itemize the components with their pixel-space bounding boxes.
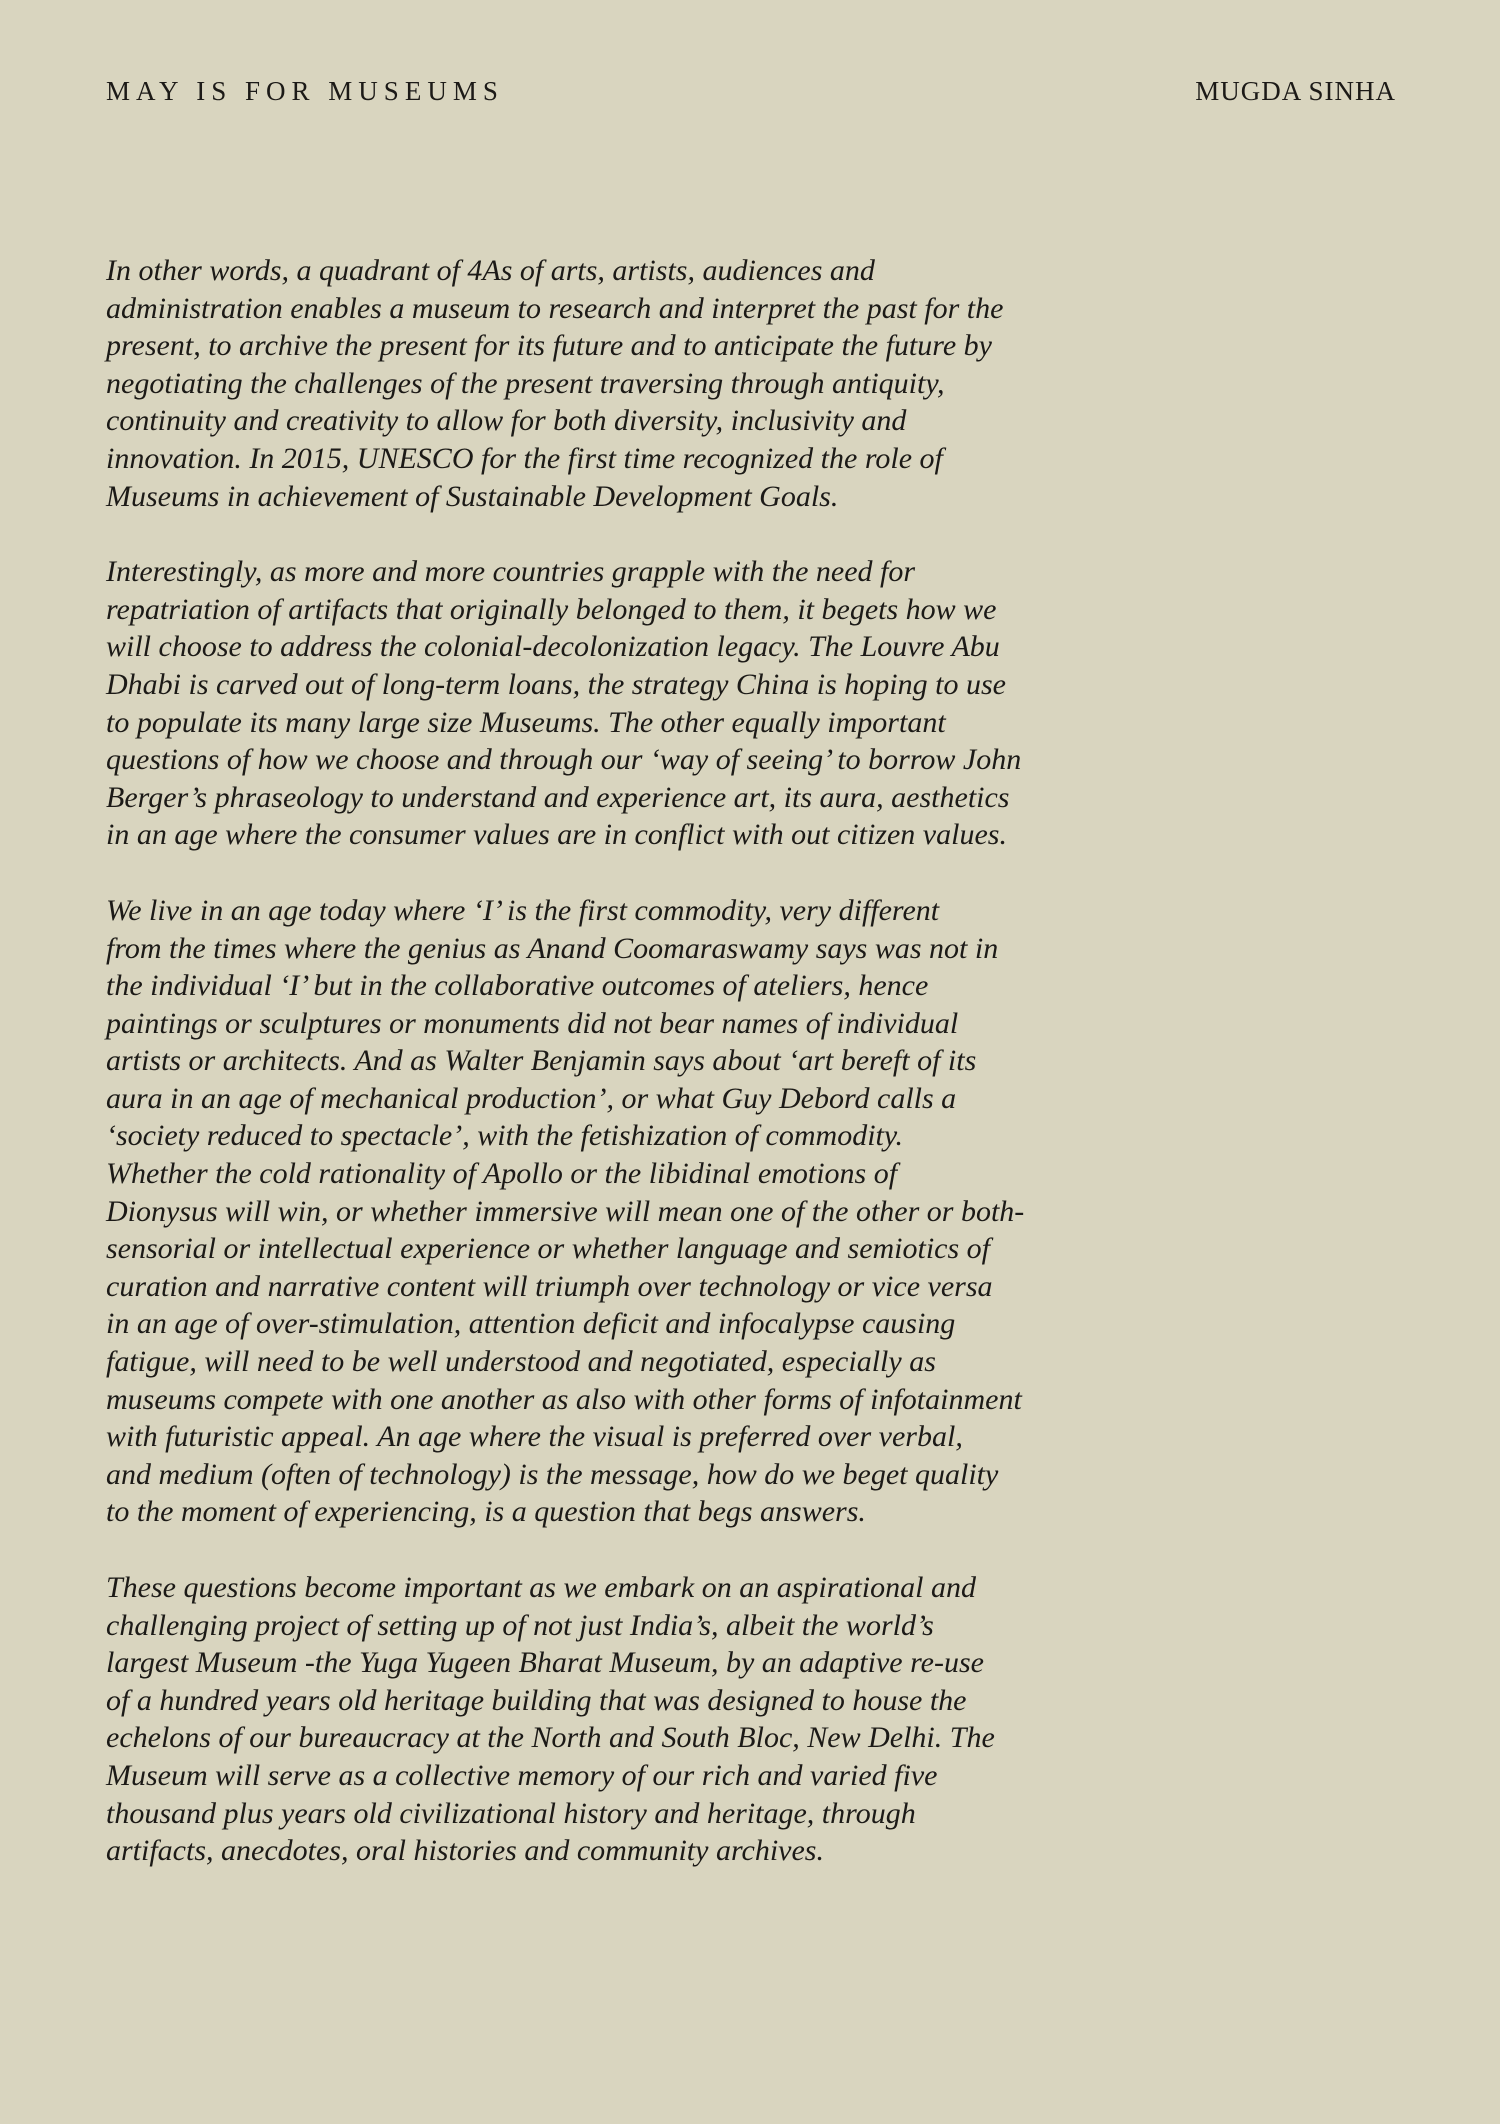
text-line: Dionysus will win, or whether immersive will mean one of the other or both-	[106, 1194, 1025, 1228]
text-line: fatigue, will need to be well understood and negotiated, especially as	[106, 1345, 936, 1379]
text-line: museums compete with one another as also with other forms of infotainment	[106, 1382, 1022, 1416]
text-line: challenging project of setting up of not just India’s, albeit the world’s	[106, 1608, 934, 1642]
text-line: curation and narrative content will triumph over technology or vice versa	[106, 1269, 993, 1303]
text-line: questions of how we choose and through our ‘way of seeing’ to borrow John	[106, 743, 1022, 777]
paragraph	[106, 553, 1126, 854]
text-line: We live in an age today where ‘I’ is the first commodity, very different	[106, 893, 940, 927]
text-line: present, to archive the present for its future and to anticipate the future by	[106, 329, 992, 363]
text-line: from the times where the genius as Anand Coomaraswamy says was not in	[106, 931, 999, 965]
text-line: in an age of over-stimulation, attention deficit and infocalypse causing	[106, 1307, 956, 1341]
text-line: thousand plus years old civilizational history and heritage, through	[106, 1796, 916, 1830]
text-line: to populate its many large size Museums. The other equally important	[106, 705, 946, 739]
text-line: artists or architects. And as Walter Benjamin says about ‘art bereft of its	[106, 1044, 977, 1078]
author-name: MUGDA SINHA	[1195, 76, 1396, 106]
text-line: Dhabi is carved out of long-term loans, the strategy China is hoping to use	[106, 667, 1006, 701]
text-line: of a hundred years old heritage building that was designed to house the	[106, 1683, 967, 1717]
paragraph	[106, 1569, 1126, 1870]
text-line: ‘society reduced to spectacle’, with the fetishization of commodity.	[106, 1119, 904, 1153]
text-line: will choose to address the colonial-decolonization legacy. The Louvre Abu	[106, 630, 1000, 664]
text-line: Whether the cold rationality of Apollo or the libidinal emotions of	[106, 1157, 898, 1191]
text-line: administration enables a museum to research and interpret the past for the	[106, 291, 1004, 325]
paragraph	[106, 252, 1126, 515]
text-line: These questions become important as we embark on an aspirational and	[106, 1571, 976, 1604]
text-line: aura in an age of mechanical production’, or what Guy Debord calls a	[106, 1081, 957, 1115]
text-line: paintings or sculptures or monuments did not bear names of individual	[106, 1006, 959, 1040]
text-line: in an age where the consumer values are in conflict with out citizen values.	[106, 818, 1007, 852]
text-line: repatriation of artifacts that originally belonged to them, it begets how we	[106, 592, 997, 626]
text-line: Museums in achievement of Sustainable Development Goals.	[106, 479, 839, 513]
text-line: and medium (often of technology) is the message, how do we beget quality	[106, 1457, 999, 1491]
text-line: with futuristic appeal. An age where the visual is preferred over verbal,	[106, 1420, 963, 1454]
text-line: Museum will serve as a collective memory of our rich and varied five	[106, 1758, 938, 1792]
paragraph	[106, 892, 1126, 1531]
text-line: In other words, a quadrant of 4As of arts, artists, audiences and	[106, 254, 875, 287]
text-line: Berger’s phraseology to understand and experience art, its aura, aesthetics	[106, 780, 1010, 814]
text-line: innovation. In 2015, UNESCO for the first time recognized the role of	[106, 441, 943, 475]
text-line: artifacts, anecdotes, oral histories and community archives.	[106, 1834, 824, 1868]
publication-title: MAY IS FOR MUSEUMS	[106, 76, 504, 106]
text-line: largest Museum -the Yuga Yugeen Bharat Museum, by an adaptive re-use	[106, 1646, 984, 1680]
text-line: echelons of our bureaucracy at the North and South Bloc, New Delhi. The	[106, 1721, 995, 1755]
text-line: negotiating the challenges of the present traversing through antiquity,	[106, 366, 945, 400]
text-line: Interestingly, as more and more countries grapple with the need for	[106, 555, 916, 589]
text-line: to the moment of experiencing, is a question that begs answers.	[106, 1495, 866, 1529]
text-line: the individual ‘I’ but in the collaborative outcomes of ateliers, hence	[106, 969, 929, 1003]
text-line: continuity and creativity to allow for both diversity, inclusivity and	[106, 404, 907, 438]
article-body	[106, 252, 1126, 1908]
text-line: sensorial or intellectual experience or whether language and semiotics of	[106, 1232, 991, 1266]
